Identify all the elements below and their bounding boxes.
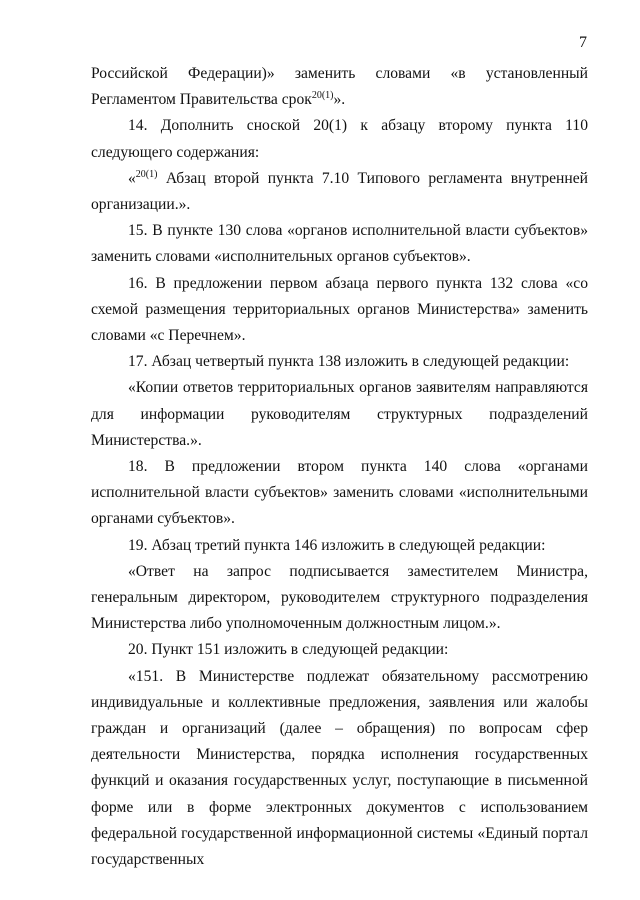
footnote-marker: 20(1) bbox=[311, 90, 334, 102]
paragraph bbox=[91, 61, 588, 113]
paragraph bbox=[91, 113, 588, 165]
paragraph bbox=[91, 271, 588, 350]
paragraph-text: ». bbox=[333, 91, 346, 109]
paragraph-text: «151. В Министерстве подлежат обязательному рассмотрению индивидуальные и коллективные предложения, заявления или жалобы граждан и организаций (далее – обращения) по вопросам сфер деятельности Министерства, порядка исполнения государственных функций и оказания государственных услуг, поступающие в письменной форме или в форме электронных документов с использованием федеральной государственной информационной системы «Единый портал государственных bbox=[91, 667, 588, 869]
paragraph bbox=[91, 533, 588, 559]
paragraph-text: 18. В предложении втором пункта 140 слова «органами исполнительной власти субъектов» заменить словами «исполнительными органами субъектов». bbox=[91, 458, 588, 528]
paragraph-text: Российской Федерации)» заменить словами «в установленный Регламентом Правительства срок bbox=[91, 65, 588, 109]
paragraph-text: 15. В пункте 130 слова «органов исполнительной власти субъектов» заменить словами «исполнительных органов субъектов». bbox=[91, 222, 588, 266]
paragraph-text: «Копии ответов территориальных органов заявителям направляются для информации руководителям структурных подразделений Министерства.». bbox=[91, 379, 588, 449]
paragraph bbox=[91, 166, 588, 218]
paragraph bbox=[91, 559, 588, 638]
paragraph bbox=[91, 454, 588, 533]
paragraph-text: «Ответ на запрос подписывается заместителем Министра, генеральным директором, руководителем структурного подразделения Министерства либо уполномоченным должностным лицом.». bbox=[91, 562, 588, 633]
paragraph-text: 20. Пункт 151 изложить в следующей редакции: bbox=[128, 641, 449, 659]
paragraph-text: 16. В предложении первом абзаца первого пункта 132 слова «со схемой размещения территориальных органов Министерства» заменить словами «с Перечнем». bbox=[91, 274, 588, 345]
paragraph bbox=[91, 375, 588, 454]
paragraph bbox=[91, 218, 588, 270]
page-number: 7 bbox=[579, 34, 587, 51]
paragraph bbox=[91, 349, 588, 375]
document-body bbox=[91, 61, 588, 873]
paragraph bbox=[91, 664, 588, 874]
footnote-marker: 20(1) bbox=[135, 168, 158, 180]
paragraph-text: Абзац второй пункта 7.10 Типового регламента внутренней организации.». bbox=[91, 169, 588, 214]
paragraph-text: 14. Дополнить сноской 20(1) к абзацу второму пункта 110 следующего содержания: bbox=[91, 117, 588, 161]
paragraph-text: 19. Абзац третий пункта 146 изложить в следующей редакции: bbox=[128, 536, 546, 554]
paragraph bbox=[91, 637, 588, 663]
paragraph-text: « bbox=[128, 169, 136, 187]
paragraph-text: 17. Абзац четвертый пункта 138 изложить в следующей редакции: bbox=[128, 353, 570, 371]
